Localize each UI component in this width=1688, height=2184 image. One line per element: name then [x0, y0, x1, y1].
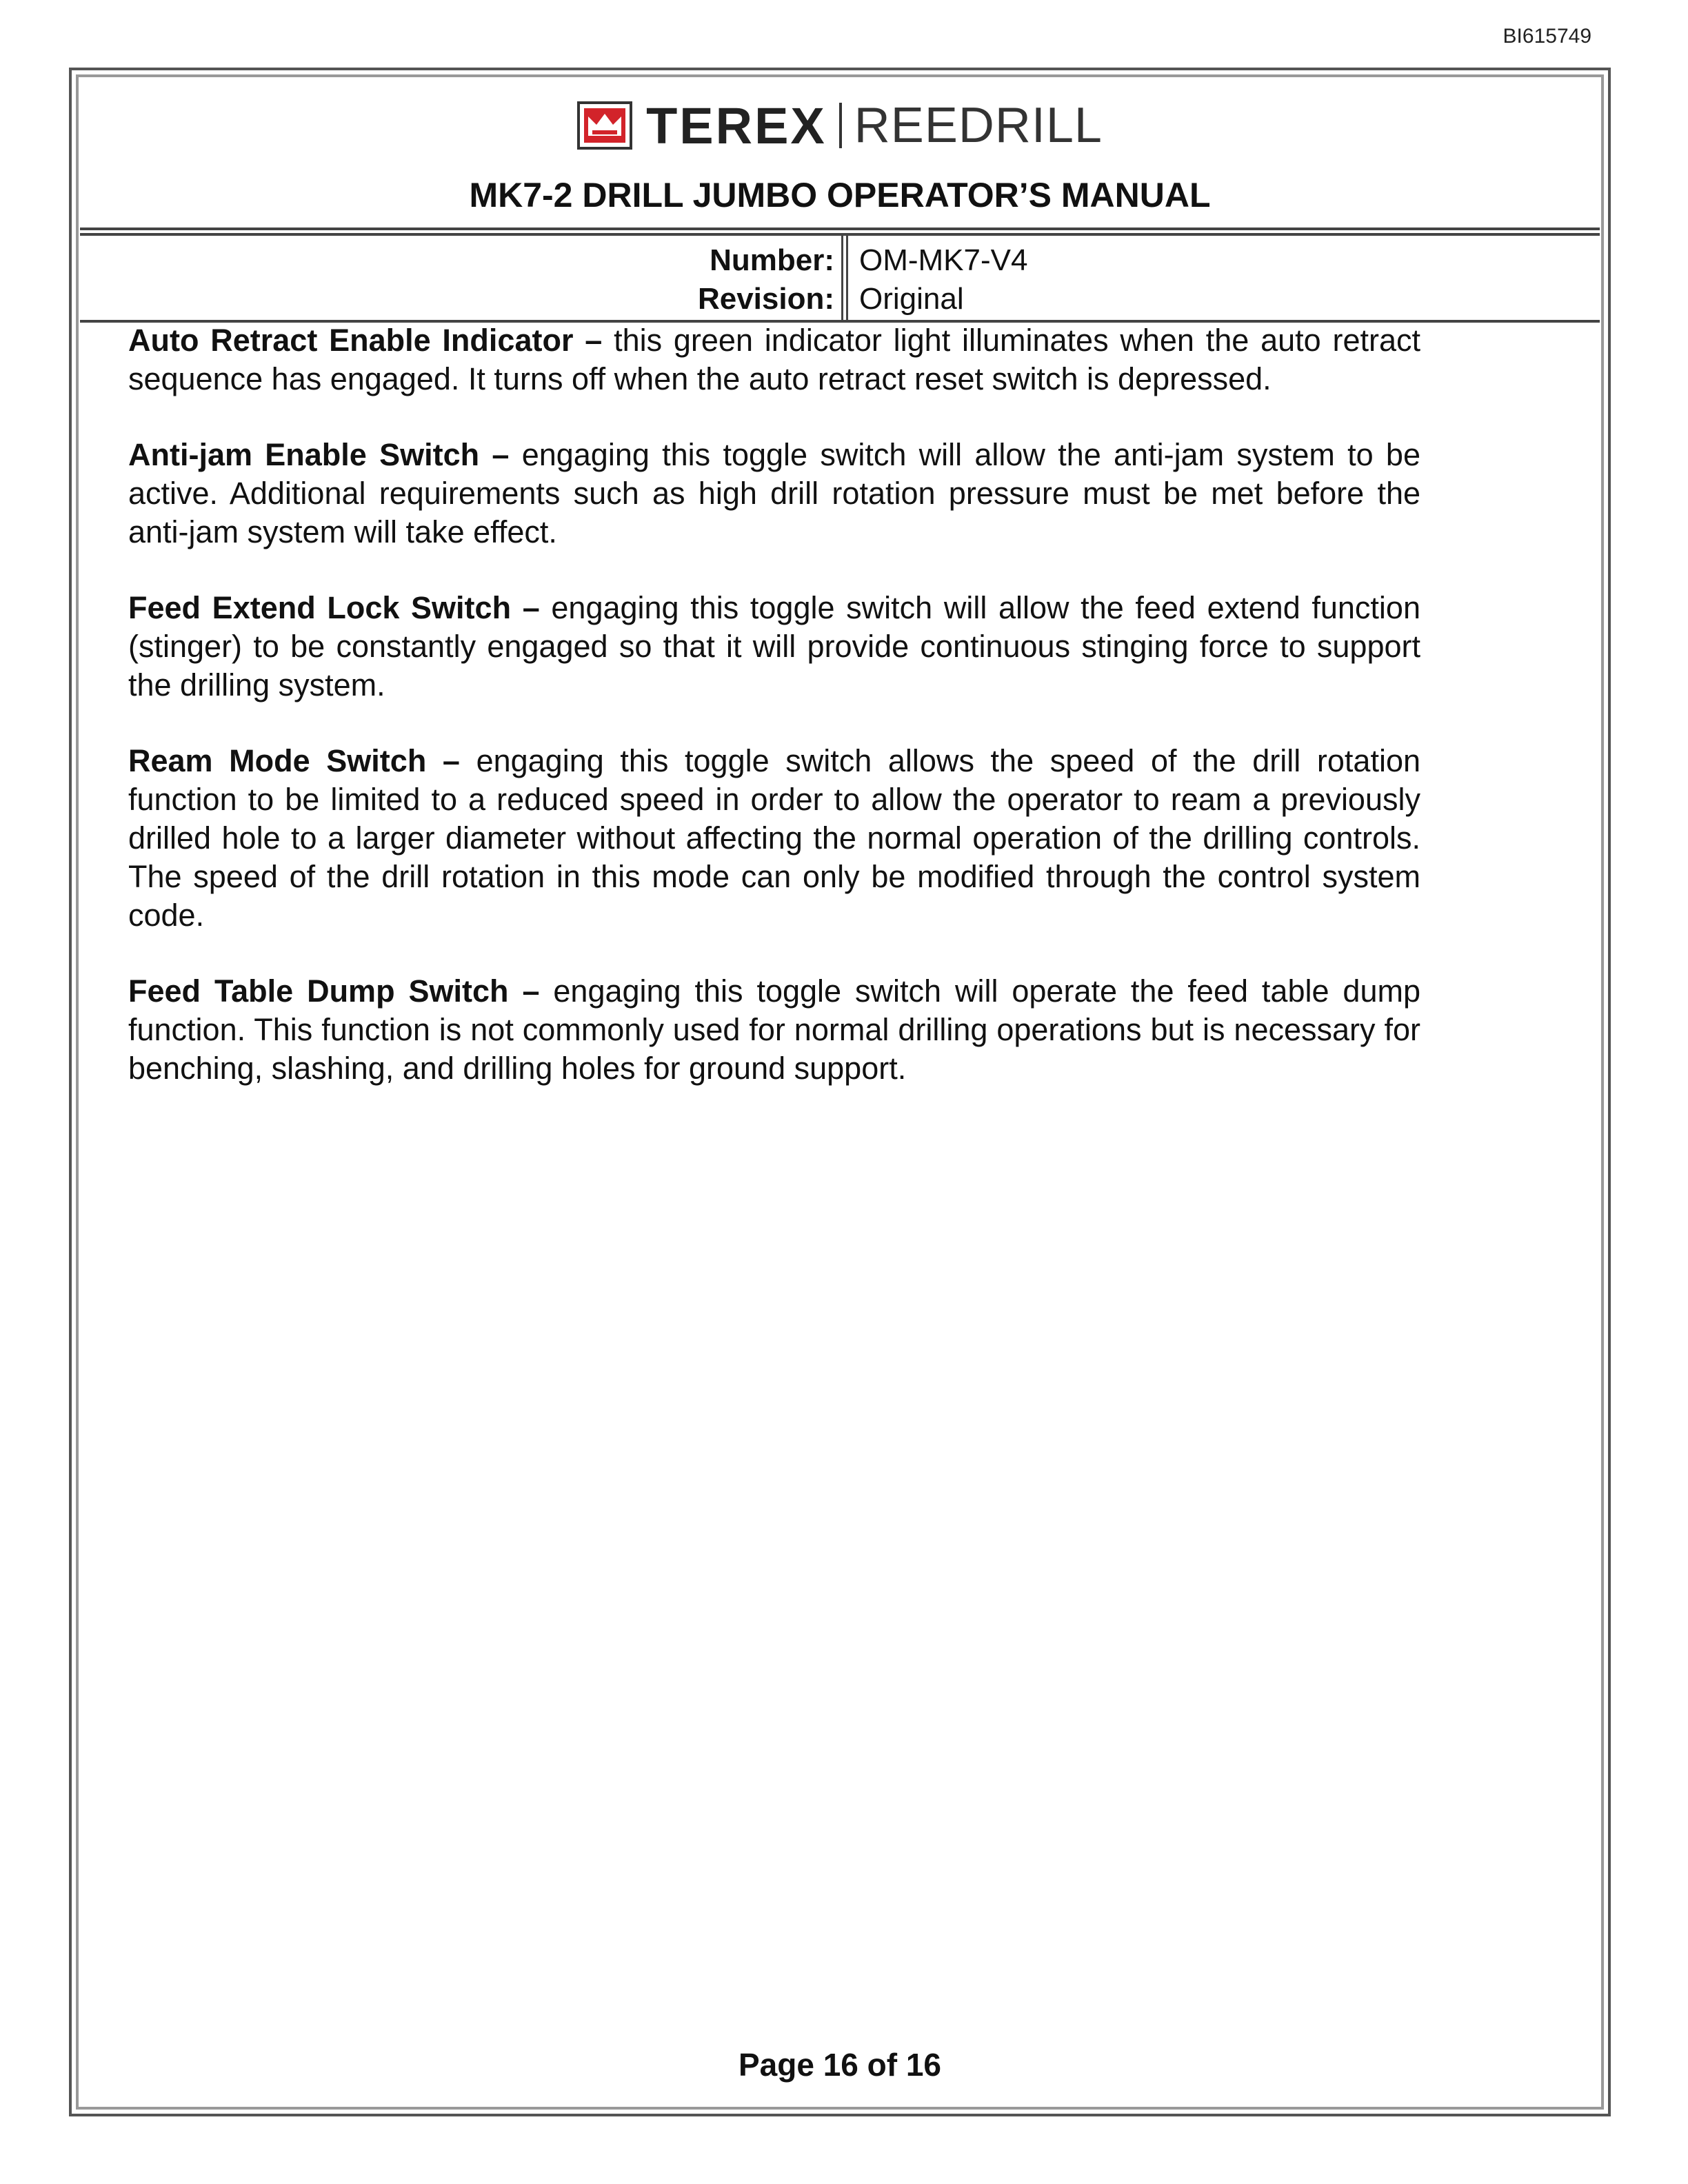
definition-paragraph	[128, 972, 1420, 1088]
manual-title: MK7-2 DRILL JUMBO OPERATOR’S MANUAL	[469, 176, 1211, 214]
definition-term: Anti-jam Enable Switch	[128, 437, 480, 472]
definition-dash: –	[426, 743, 476, 778]
definition-term: Ream Mode Switch	[128, 743, 427, 778]
definition-dash: –	[508, 973, 554, 1009]
definition-dash: –	[573, 323, 614, 358]
terex-crown-icon	[577, 101, 632, 150]
brand-reedrill: REEDRILL	[854, 98, 1103, 153]
definition-paragraph	[128, 436, 1420, 552]
definition-text: engaging this toggle switch allows the speed of the drill rotation function to be limited to a reduced speed in order to allow the operator to ream a previously drilled hole to a larger diameter without affecting the normal operation of the drilling controls. The speed of the drill rotation in this mode can only be modified through the control system code.	[128, 743, 1420, 933]
definition-paragraph	[128, 589, 1420, 705]
document-id: BI615749	[1503, 25, 1591, 48]
definition-text: engaging this toggle switch will allow the feed extend function (stinger) to be constantly engaged so that it will provide continuous stinging force to support the drilling system.	[128, 590, 1420, 702]
definition-term: Feed Extend Lock Switch	[128, 590, 512, 625]
definition-paragraph	[128, 742, 1420, 935]
definition-term: Auto Retract Enable Indicator	[128, 323, 574, 358]
page-number: Page 16 of 16	[738, 2047, 942, 2083]
definition-text: engaging this toggle switch will operate the feed table dump function. This function is not commonly used for normal drilling operations but is necessary for benching, slashing, and drilling holes for ground support.	[128, 973, 1420, 1086]
meta-values	[859, 241, 1027, 318]
brand-divider	[839, 103, 842, 148]
definition-dash: –	[479, 437, 522, 472]
definition-term: Feed Table Dump Switch	[128, 973, 509, 1009]
revision-value: Original	[859, 282, 964, 316]
header	[80, 79, 1600, 230]
brand-terex: TEREX	[646, 97, 827, 154]
meta-labels	[80, 241, 834, 318]
body-content	[128, 321, 1420, 1125]
definition-text: this green indicator light illuminates when the auto retract sequence has engaged. It turns off when the auto retract reset switch is depressed.	[128, 323, 1420, 396]
definition-text: engaging this toggle switch will allow the anti-jam system to be active. Additional requirements such as high drill rotation pressure must be met before the anti-jam system will take effect.	[128, 437, 1420, 549]
definition-dash: –	[511, 590, 552, 625]
brand-logo	[80, 98, 1600, 153]
number-label: Number:	[710, 243, 834, 277]
definition-paragraph	[128, 321, 1420, 398]
document-meta	[80, 233, 1600, 323]
meta-separator	[841, 236, 848, 320]
revision-label: Revision:	[697, 282, 834, 316]
number-value: OM-MK7-V4	[859, 243, 1028, 277]
